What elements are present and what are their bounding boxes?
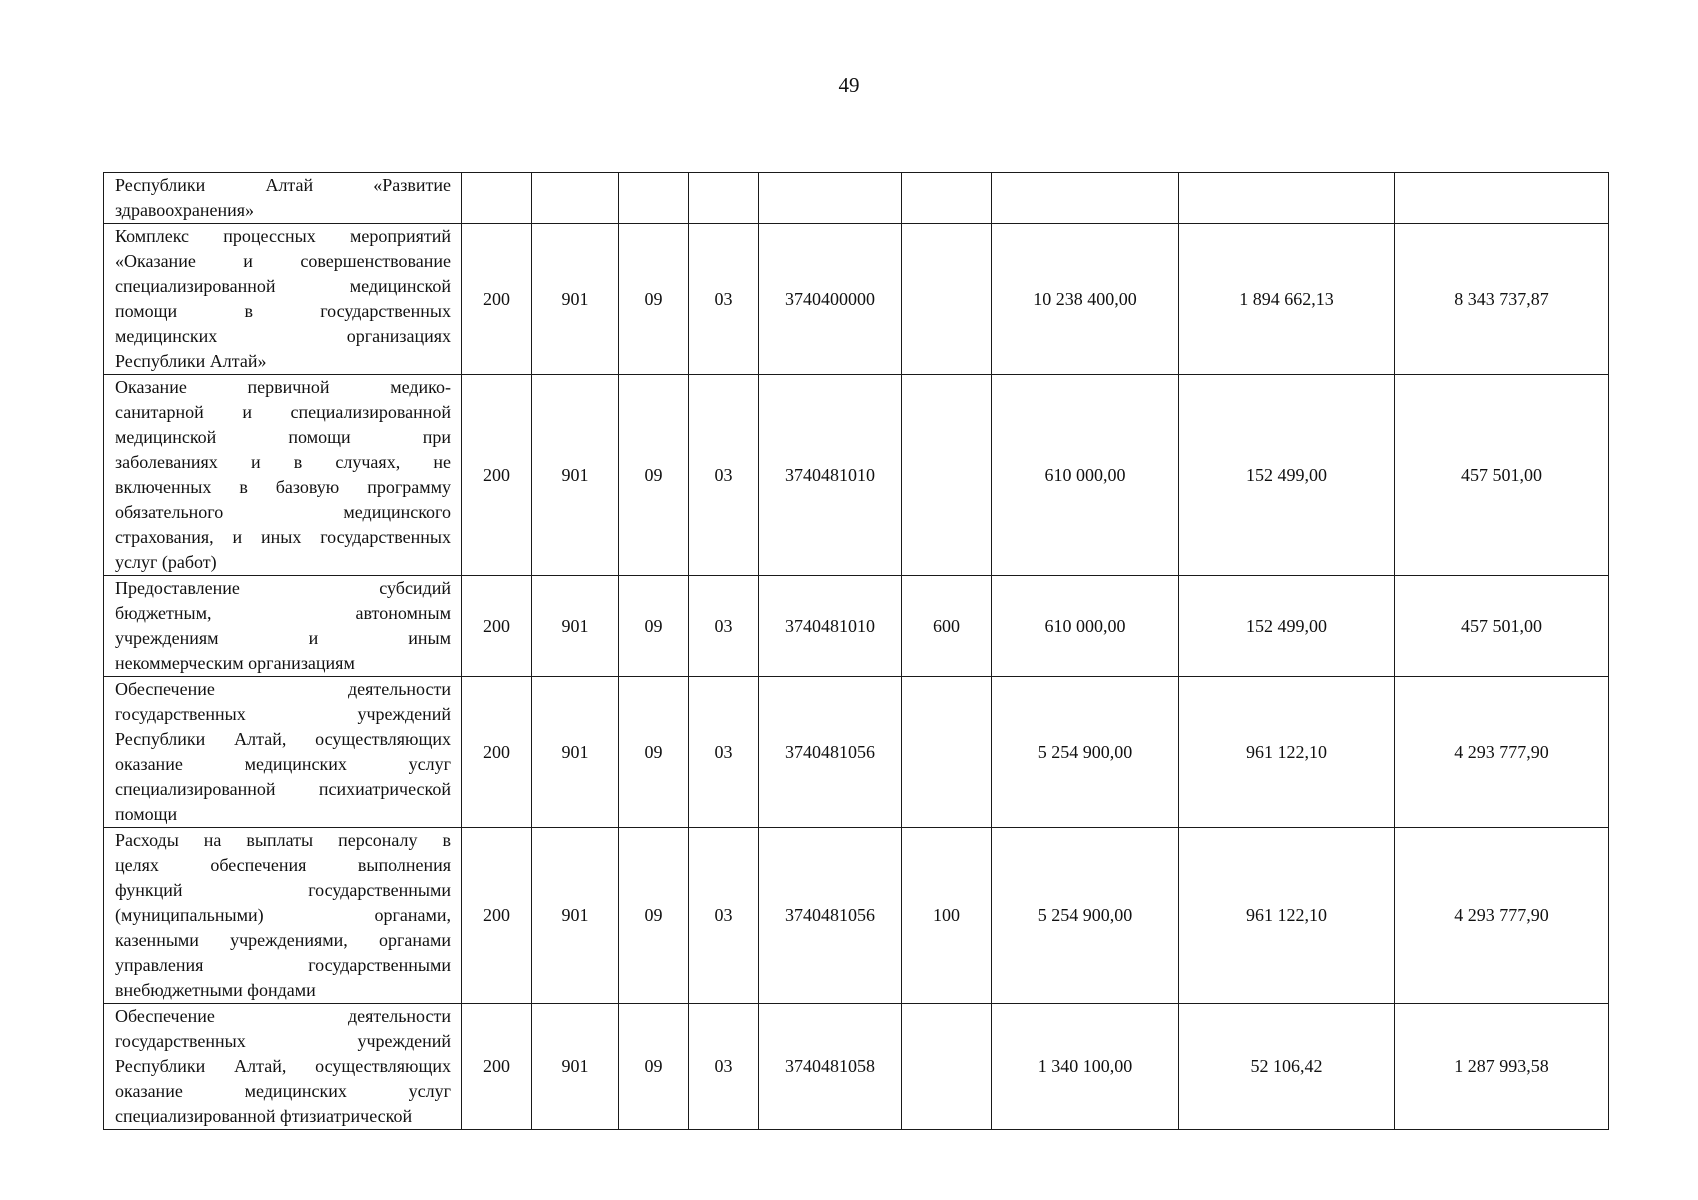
table-row: [104, 375, 1609, 576]
col-200: [462, 173, 532, 224]
description-line: государственных учреждений: [115, 704, 451, 724]
description-line: специализированной медицинской: [115, 276, 451, 296]
row-description: [104, 375, 462, 576]
col-executed-amount: 152 499,00: [1179, 375, 1395, 576]
table-body: [104, 173, 1609, 1130]
col-901: 901: [532, 1004, 619, 1130]
col-section: 09: [619, 576, 689, 677]
description-line: услуг (работ): [115, 552, 217, 572]
description-line: управления государственными: [115, 955, 451, 975]
col-901: 901: [532, 224, 619, 375]
description-line: Республики Алтай»: [115, 351, 267, 371]
col-901: 901: [532, 375, 619, 576]
col-200: 200: [462, 1004, 532, 1130]
description-line: включенных в базовую программу: [115, 477, 451, 497]
col-section: 09: [619, 677, 689, 828]
description-line: внебюджетными фондами: [115, 980, 316, 1000]
description-line: Комплекс процессных мероприятий: [115, 226, 451, 246]
col-target-code: 3740481056: [759, 677, 902, 828]
description-line: государственных учреждений: [115, 1031, 451, 1051]
description-line: обязательного медицинского: [115, 502, 451, 522]
description-line: казенными учреждениями, органами: [115, 930, 451, 950]
row-description: [104, 173, 462, 224]
col-901: [532, 173, 619, 224]
col-subsection: 03: [689, 828, 759, 1004]
col-subsection: 03: [689, 375, 759, 576]
col-remaining-amount: 4 293 777,90: [1395, 677, 1609, 828]
col-remaining-amount: 4 293 777,90: [1395, 828, 1609, 1004]
col-planned-amount: 5 254 900,00: [992, 828, 1179, 1004]
col-expense-type: [902, 224, 992, 375]
row-description: [104, 828, 462, 1004]
col-remaining-amount: [1395, 173, 1609, 224]
col-901: 901: [532, 576, 619, 677]
col-target-code: 3740481010: [759, 375, 902, 576]
row-description: [104, 677, 462, 828]
row-description: [104, 224, 462, 375]
table-row: [104, 828, 1609, 1004]
table-row: [104, 576, 1609, 677]
budget-table: [103, 172, 1609, 1130]
col-executed-amount: 52 106,42: [1179, 1004, 1395, 1130]
row-description: [104, 576, 462, 677]
col-subsection: [689, 173, 759, 224]
col-executed-amount: [1179, 173, 1395, 224]
col-subsection: 03: [689, 224, 759, 375]
col-target-code: 3740481058: [759, 1004, 902, 1130]
description-line: здравоохранения»: [115, 200, 255, 220]
description-line: санитарной и специализированной: [115, 402, 451, 422]
description-line: Обеспечение деятельности: [115, 1006, 451, 1026]
col-expense-type: 600: [902, 576, 992, 677]
col-planned-amount: [992, 173, 1179, 224]
description-line: бюджетным, автономным: [115, 603, 451, 623]
col-subsection: 03: [689, 677, 759, 828]
col-target-code: 3740481010: [759, 576, 902, 677]
page-number: 49: [838, 73, 860, 97]
col-200: 200: [462, 828, 532, 1004]
description-line: помощи в государственных: [115, 301, 451, 321]
description-line: медицинской помощи при: [115, 427, 451, 447]
col-200: 200: [462, 576, 532, 677]
col-expense-type: [902, 173, 992, 224]
description-line: Обеспечение деятельности: [115, 679, 451, 699]
col-section: [619, 173, 689, 224]
col-remaining-amount: 8 343 737,87: [1395, 224, 1609, 375]
description-line: Оказание первичной медико-: [115, 377, 451, 397]
col-200: 200: [462, 375, 532, 576]
col-planned-amount: 1 340 100,00: [992, 1004, 1179, 1130]
description-line: оказание медицинских услуг: [115, 1081, 451, 1101]
col-901: 901: [532, 677, 619, 828]
description-line: заболеваниях и в случаях, не: [115, 452, 451, 472]
col-expense-type: [902, 375, 992, 576]
table-row: [104, 677, 1609, 828]
col-planned-amount: 610 000,00: [992, 576, 1179, 677]
col-remaining-amount: 457 501,00: [1395, 375, 1609, 576]
description-line: «Оказание и совершенствование: [115, 251, 451, 271]
description-line: целях обеспечения выполнения: [115, 855, 451, 875]
col-expense-type: [902, 1004, 992, 1130]
col-200: 200: [462, 224, 532, 375]
col-executed-amount: 961 122,10: [1179, 828, 1395, 1004]
description-line: медицинских организациях: [115, 326, 451, 346]
col-target-code: 3740481056: [759, 828, 902, 1004]
col-remaining-amount: 457 501,00: [1395, 576, 1609, 677]
description-line: Предоставление субсидий: [115, 578, 451, 598]
description-line: Республики Алтай «Развитие: [115, 175, 451, 195]
col-section: 09: [619, 375, 689, 576]
col-remaining-amount: 1 287 993,58: [1395, 1004, 1609, 1130]
col-executed-amount: 152 499,00: [1179, 576, 1395, 677]
col-planned-amount: 610 000,00: [992, 375, 1179, 576]
col-section: 09: [619, 828, 689, 1004]
col-target-code: 3740400000: [759, 224, 902, 375]
description-line: Республики Алтай, осуществляющих: [115, 729, 451, 749]
description-line: некоммерческим организациям: [115, 653, 355, 673]
col-target-code: [759, 173, 902, 224]
col-section: 09: [619, 1004, 689, 1130]
col-200: 200: [462, 677, 532, 828]
description-line: специализированной психиатрической: [115, 779, 451, 799]
col-expense-type: [902, 677, 992, 828]
description-line: помощи: [115, 804, 178, 824]
col-planned-amount: 5 254 900,00: [992, 677, 1179, 828]
description-line: учреждениям и иным: [115, 628, 451, 648]
col-planned-amount: 10 238 400,00: [992, 224, 1179, 375]
col-expense-type: 100: [902, 828, 992, 1004]
col-executed-amount: 961 122,10: [1179, 677, 1395, 828]
col-subsection: 03: [689, 1004, 759, 1130]
description-line: страхования, и иных государственных: [115, 527, 451, 547]
description-line: специализированной фтизиатрической: [115, 1106, 413, 1126]
col-subsection: 03: [689, 576, 759, 677]
description-line: Расходы на выплаты персоналу в: [115, 830, 451, 850]
table-row: [104, 173, 1609, 224]
col-901: 901: [532, 828, 619, 1004]
description-line: (муниципальными) органами,: [115, 905, 451, 925]
table-row: [104, 224, 1609, 375]
description-line: функций государственными: [115, 880, 451, 900]
row-description: [104, 1004, 462, 1130]
description-line: оказание медицинских услуг: [115, 754, 451, 774]
table-row: [104, 1004, 1609, 1130]
description-line: Республики Алтай, осуществляющих: [115, 1056, 451, 1076]
col-executed-amount: 1 894 662,13: [1179, 224, 1395, 375]
col-section: 09: [619, 224, 689, 375]
